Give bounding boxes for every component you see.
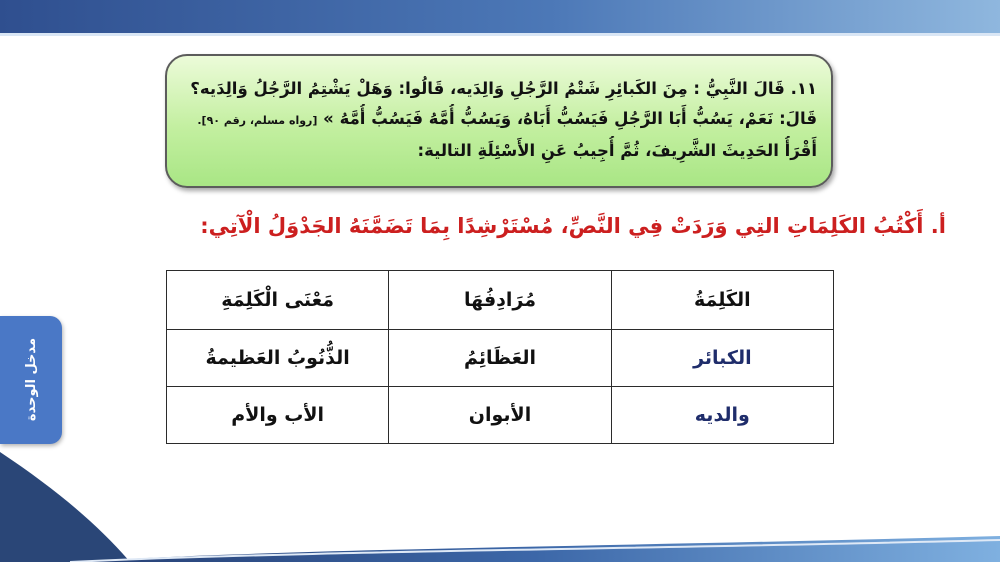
table-row <box>167 330 834 387</box>
cell-meaning: الذُّنُوبُ العَظيمةُ <box>167 330 389 387</box>
table-header-row <box>167 271 834 330</box>
cell-meaning: الأب والأم <box>167 387 389 444</box>
hadith-line-3: أَقْرَأُ الحَدِيثَ الشَّرِيفَ، ثُمَّ أُجِيبُ عَنِ الأَسْئِلَةِ التالية: <box>417 141 817 160</box>
unit-intro-tab[interactable] <box>0 316 62 444</box>
top-decorative-band <box>0 0 1000 40</box>
cell-word: الكبائر <box>611 330 833 387</box>
cell-synonym: الأبوان <box>389 387 611 444</box>
hadith-source: [رواه مسلم، رقم ٩٠]. <box>197 114 318 127</box>
hadith-box <box>165 54 833 188</box>
instruction-heading: أ. أَكْتُبُ الكَلِمَاتِ التِي وَرَدَتْ فِي النَّصِّ، مُسْتَرْشِدًا بِمَا تَضَمَّنَهُ الجَدْوَلُ الْآتِي: <box>200 214 946 238</box>
cell-word: والديه <box>611 387 833 444</box>
words-table <box>166 270 834 444</box>
hadith-line-2 <box>181 104 817 136</box>
cell-synonym: العَظَائِمُ <box>389 330 611 387</box>
hadith-line-1: ١١. قَالَ النَّبِيُّ : مِنَ الكَبائِرِ شَتْمُ الرَّجُلِ وَالِدَيه، قَالُوا: وَهَلْ يَشْتِمُ الرَّجُلُ وَالِدَيه؟ <box>190 79 817 98</box>
hadith-line-2-text: قَالَ: نَعَمْ، يَسُبُّ أَبَا الرَّجُلِ فَيَسُبُّ أَبَاهُ، وَيَسُبُّ أُمَّهُ فَيَسُبُّ أُمَّهُ » <box>323 109 817 128</box>
header-meaning: مَعْنَى الْكَلِمَةِ <box>167 271 389 330</box>
table-row <box>167 387 834 444</box>
header-word: الكَلِمَةُ <box>611 271 833 330</box>
bottom-decorative-band <box>0 452 1000 562</box>
unit-intro-tab-label: مدخل الوحدة <box>23 338 39 422</box>
header-synonym: مُرَادِفُهَا <box>389 271 611 330</box>
